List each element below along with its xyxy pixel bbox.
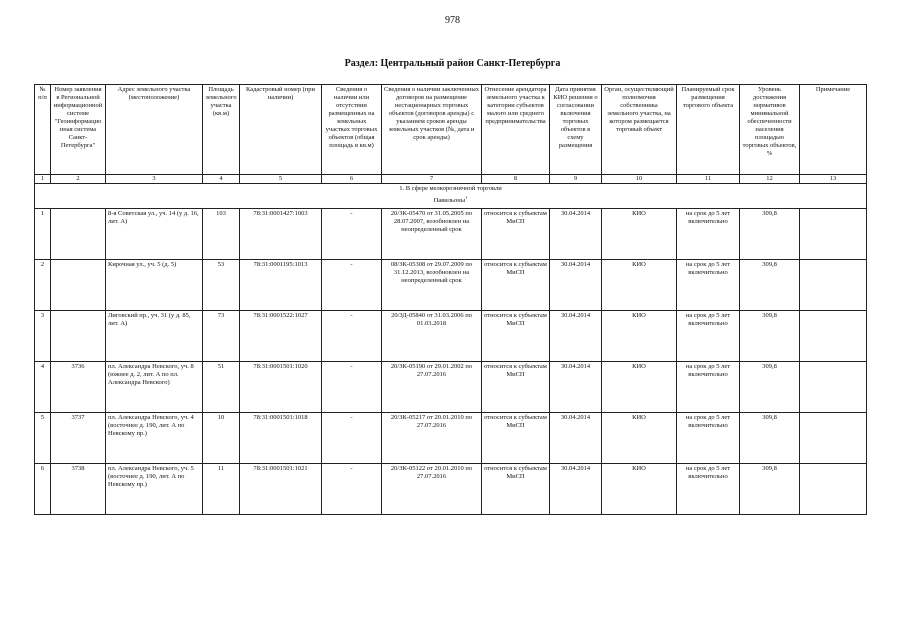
subgroup-footnote-mark: 1 <box>465 196 468 200</box>
provision-level-cell: 309,8 <box>740 413 800 464</box>
column-number: 6 <box>322 175 382 184</box>
application-number-cell <box>51 311 106 362</box>
tenant-category-cell: относится к субъектам МиСП <box>482 362 550 413</box>
column-header <box>482 85 550 175</box>
address-cell: Кирочная ул., уч. 5 (д. 5) <box>106 260 203 311</box>
column-number: 7 <box>382 175 482 184</box>
tenant-category-cell: относится к субъектам МиСП <box>482 260 550 311</box>
column-header <box>240 85 322 175</box>
address-cell: 8-я Советская ул., уч. 14 (у д. 16, лит. А) <box>106 209 203 260</box>
column-header-label: № п/п <box>38 86 47 101</box>
column-number: 3 <box>106 175 203 184</box>
column-header <box>203 85 240 175</box>
application-number-cell: 3738 <box>51 464 106 515</box>
column-header-label: Сведения о наличии или отсутствии размещенных на земельных участках торговых объектов (общая площадь в кв.м) <box>325 86 378 149</box>
placement-term-cell: на срок до 5 лет включительно <box>677 209 740 260</box>
row-number-cell: 4 <box>35 362 51 413</box>
owner-authority-cell: КИО <box>602 260 677 311</box>
owner-authority-cell: КИО <box>602 413 677 464</box>
column-header-label: Номер заявления в Региональной информационной системе "Геоинформационная система Санкт-Петербурга" <box>53 86 103 149</box>
objects-info-cell: - <box>322 464 382 515</box>
address-cell: пл. Александра Невского, уч. 5 (восточнее д. 190, лит. А по Невскому пр.) <box>106 464 203 515</box>
subgroup-heading: Павильоны <box>433 197 466 204</box>
column-header-label: Адрес земельного участка (местоположение) <box>117 86 191 101</box>
kio-decision-date-cell: 30.04.2014 <box>550 209 602 260</box>
cadastral-number-cell: 78:31:0001501:1020 <box>240 362 322 413</box>
column-number: 11 <box>677 175 740 184</box>
column-header <box>35 85 51 175</box>
area-cell: 53 <box>203 260 240 311</box>
area-cell: 10 <box>203 413 240 464</box>
column-header <box>800 85 867 175</box>
column-header <box>740 85 800 175</box>
column-number: 8 <box>482 175 550 184</box>
column-number: 5 <box>240 175 322 184</box>
tenant-category-cell: относится к субъектам МиСП <box>482 311 550 362</box>
placement-term-cell: на срок до 5 лет включительно <box>677 311 740 362</box>
provision-level-cell: 309,8 <box>740 311 800 362</box>
column-header <box>51 85 106 175</box>
column-number: 12 <box>740 175 800 184</box>
placement-term-cell: на срок до 5 лет включительно <box>677 260 740 311</box>
column-number: 1 <box>35 175 51 184</box>
table-row <box>35 260 867 311</box>
column-number: 13 <box>800 175 867 184</box>
cadastral-number-cell: 78:31:0001195:1013 <box>240 260 322 311</box>
contract-info-cell: 20/ЗК-05190 от 29.01.2002 по 27.07.2016 <box>382 362 482 413</box>
tenant-category-cell: относится к субъектам МиСП <box>482 413 550 464</box>
kio-decision-date-cell: 30.04.2014 <box>550 362 602 413</box>
placement-term-cell: на срок до 5 лет включительно <box>677 362 740 413</box>
contract-info-cell: 20/ЗК-05217 от 20.01.2010 по 27.07.2016 <box>382 413 482 464</box>
column-header-label: Дата принятия КИО решения о согласовании включения торговых объектов в схему размещения <box>553 86 598 149</box>
owner-authority-cell: КИО <box>602 311 677 362</box>
objects-info-cell: - <box>322 311 382 362</box>
row-number-cell: 5 <box>35 413 51 464</box>
contract-info-cell: 20/ЗД-05840 от 31.03.2006 по 01.03.2018 <box>382 311 482 362</box>
application-number-cell: 3736 <box>51 362 106 413</box>
kio-decision-date-cell: 30.04.2014 <box>550 311 602 362</box>
header-row <box>35 85 867 175</box>
note-cell <box>800 260 867 311</box>
contract-info-cell: 08/ЗК-05308 от 29.07.2009 по 31.12.2013, возобновлен на неопределенный срок <box>382 260 482 311</box>
placement-term-cell: на срок до 5 лет включительно <box>677 413 740 464</box>
owner-authority-cell: КИО <box>602 362 677 413</box>
subgroup-heading-row <box>35 196 867 209</box>
row-number-cell: 2 <box>35 260 51 311</box>
row-number-cell: 6 <box>35 464 51 515</box>
note-cell <box>800 311 867 362</box>
provision-level-cell: 309,8 <box>740 209 800 260</box>
contract-info-cell: 20/ЗК-05122 от 20.01.2010 по 27.07.2016 <box>382 464 482 515</box>
note-cell <box>800 464 867 515</box>
section-title: Раздел: Центральный район Санкт-Петербурга <box>344 58 561 69</box>
column-number-row <box>35 175 867 184</box>
contract-info-cell: 20/ЗК-05470 от 31.05.2005 по 28.07.2007, возобновлен на неопределенный срок <box>382 209 482 260</box>
area-cell: 103 <box>203 209 240 260</box>
kio-decision-date-cell: 30.04.2014 <box>550 464 602 515</box>
column-header-label: Площадь земельного участка (кв.м) <box>205 86 237 117</box>
table-row <box>35 413 867 464</box>
column-number: 4 <box>203 175 240 184</box>
column-header <box>322 85 382 175</box>
application-number-cell: 3737 <box>51 413 106 464</box>
table-row <box>35 209 867 260</box>
address-cell: пл. Александра Невского, уч. 4 (восточнее д. 190, лит. А по Невскому пр.) <box>106 413 203 464</box>
objects-info-cell: - <box>322 413 382 464</box>
note-cell <box>800 209 867 260</box>
column-header-label: Кадастровый номер (при наличии) <box>245 86 316 101</box>
tenant-category-cell: относится к субъектам МиСП <box>482 464 550 515</box>
provision-level-cell: 309,8 <box>740 362 800 413</box>
column-number: 2 <box>51 175 106 184</box>
subgroup-heading-cell <box>35 196 867 209</box>
column-header <box>382 85 482 175</box>
column-header-label: Уровень достижения нормативов минимальной обеспеченности населения площадью торговых объектов, % <box>742 86 797 157</box>
provision-level-cell: 309,8 <box>740 464 800 515</box>
column-header-label: Отнесение арендатора земельного участка к категории субъектов малого или среднего предпринимательства <box>484 86 547 125</box>
row-number-cell: 1 <box>35 209 51 260</box>
note-cell <box>800 413 867 464</box>
column-header <box>550 85 602 175</box>
column-number: 10 <box>602 175 677 184</box>
group-heading-row <box>35 184 867 197</box>
land-plot-table <box>34 84 867 515</box>
objects-info-cell: - <box>322 362 382 413</box>
kio-decision-date-cell: 30.04.2014 <box>550 413 602 464</box>
cadastral-number-cell: 78:31:0001427:1003 <box>240 209 322 260</box>
page-number: 978 <box>445 15 460 26</box>
owner-authority-cell: КИО <box>602 464 677 515</box>
row-number-cell: 3 <box>35 311 51 362</box>
address-cell: пл. Александра Невского, уч. 8 (южнее д. 2, лит. А по пл. Александра Невского) <box>106 362 203 413</box>
address-cell: Лиговский пр., уч. 31 (у д. 85, лит. А) <box>106 311 203 362</box>
kio-decision-date-cell: 30.04.2014 <box>550 260 602 311</box>
column-header <box>106 85 203 175</box>
owner-authority-cell: КИО <box>602 209 677 260</box>
area-cell: 73 <box>203 311 240 362</box>
provision-level-cell: 309,8 <box>740 260 800 311</box>
column-header-label: Сведения о наличии заключенных договоров на размещение нестационарных торговых объектов (договоров аренды) с указанием сроков аренды земельных участков (№, дата и срок аренды) <box>384 86 479 141</box>
area-cell: 51 <box>203 362 240 413</box>
placement-term-cell: на срок до 5 лет включительно <box>677 464 740 515</box>
cadastral-number-cell: 78:31:0001501:1021 <box>240 464 322 515</box>
objects-info-cell: - <box>322 209 382 260</box>
column-header-label: Примечание <box>815 86 851 93</box>
group-heading: 1. В сфере мелкорозничной торговли <box>35 184 867 197</box>
cadastral-number-cell: 78:31:0001501:1018 <box>240 413 322 464</box>
column-number: 9 <box>550 175 602 184</box>
column-header-label: Орган, осуществляющий полномочия собственника земельного участка, на котором размещается торговый объект <box>604 86 674 133</box>
column-header <box>677 85 740 175</box>
table-row <box>35 362 867 413</box>
cadastral-number-cell: 78:31:0001522:1027 <box>240 311 322 362</box>
area-cell: 11 <box>203 464 240 515</box>
tenant-category-cell: относится к субъектам МиСП <box>482 209 550 260</box>
column-header <box>602 85 677 175</box>
column-header-label: Планируемый срок размещения торгового объекта <box>681 86 735 109</box>
application-number-cell <box>51 260 106 311</box>
note-cell <box>800 362 867 413</box>
table-row <box>35 464 867 515</box>
objects-info-cell: - <box>322 260 382 311</box>
application-number-cell <box>51 209 106 260</box>
table-row <box>35 311 867 362</box>
